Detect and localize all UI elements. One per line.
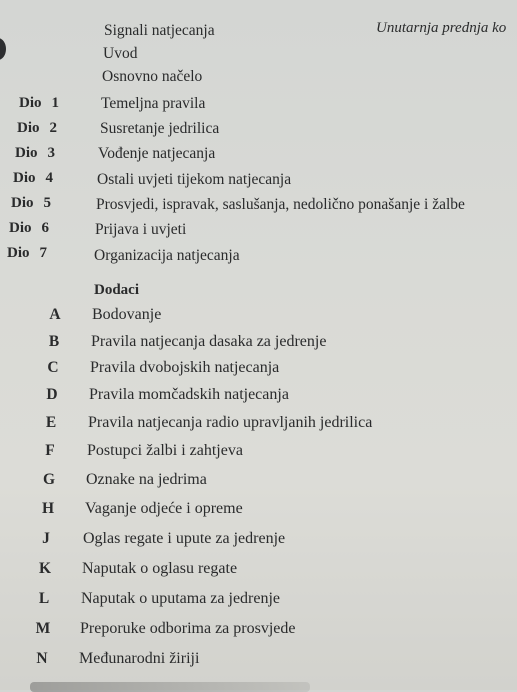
running-head: Unutarnja prednja ko: [376, 20, 507, 36]
appendices-heading: Dodaci: [94, 282, 139, 298]
appendix-title: Pravila natjecanja dasaka za jedrenje: [91, 333, 327, 350]
appendix-letter: A: [49, 306, 61, 323]
appendix-title: Pravila momčadskih natjecanja: [89, 386, 289, 403]
appendix-title: Oznake na jedrima: [86, 471, 207, 488]
appendix-title: Međunarodni žiriji: [79, 650, 200, 667]
appendix-letter: D: [46, 386, 58, 403]
appendix-letter: E: [45, 414, 57, 431]
part-title: Vođenje natjecanja: [98, 145, 216, 162]
appendix-title: Vaganje odjeće i opreme: [85, 500, 243, 517]
appendix-letter: J: [42, 530, 50, 547]
part-label: Dio: [7, 245, 30, 261]
appendix-title: Pravila natjecanja radio upravljanih jedrilica: [88, 414, 373, 431]
appendix-letter: B: [48, 333, 60, 350]
appendix-letter: L: [38, 590, 50, 607]
appendix-letter: H: [41, 500, 55, 517]
appendix-title: Bodovanje: [92, 306, 162, 323]
part-label: Dio: [13, 170, 36, 186]
part-number: 6: [41, 220, 49, 236]
appendix-title: Naputak o uputama za jedrenje: [81, 590, 281, 607]
part-number: 7: [39, 245, 47, 261]
part-number: 4: [45, 170, 53, 186]
appendix-title: Preporuke odborima za prosvjede: [80, 620, 296, 637]
appendix-letter: C: [47, 359, 59, 376]
cut-off-line: [30, 682, 310, 692]
appendix-letter: N: [36, 650, 48, 667]
appendix-title: Postupci žalbi i zahtjeva: [87, 442, 243, 459]
appendix-letter: G: [42, 471, 56, 488]
front-matter-item: Signali natjecanja: [104, 22, 215, 39]
part-number: 1: [51, 95, 59, 111]
part-title: Prijava i uvjeti: [95, 221, 187, 238]
part-title: Susretanje jedrilica: [100, 120, 220, 137]
appendix-letter: K: [38, 560, 52, 577]
part-title: Ostali uvjeti tijekom natjecanja: [97, 171, 292, 188]
part-title: Temeljna pravila: [101, 95, 206, 112]
part-number: 5: [43, 195, 51, 211]
part-label: Dio: [17, 120, 40, 136]
part-label: Dio: [19, 95, 42, 111]
appendix-letter: F: [45, 442, 55, 459]
part-label: Dio: [11, 195, 34, 211]
front-matter-item: Uvod: [103, 45, 138, 62]
part-label: Dio: [15, 145, 38, 161]
front-matter-item: Osnovno načelo: [102, 68, 203, 85]
page-edge-shadow: [0, 38, 6, 60]
appendix-letter: M: [35, 620, 51, 637]
appendix-title: Oglas regate i upute za jedrenje: [83, 530, 286, 547]
part-title: Organizacija natjecanja: [94, 247, 240, 264]
appendix-title: Naputak o oglasu regate: [82, 560, 238, 577]
part-label: Dio: [9, 220, 32, 236]
part-number: 3: [47, 145, 55, 161]
part-title: Prosvjedi, ispravak, saslušanja, nedolično ponašanje i žalbe: [96, 196, 465, 213]
part-number: 2: [49, 120, 57, 136]
appendix-title: Pravila dvobojskih natjecanja: [90, 359, 280, 376]
